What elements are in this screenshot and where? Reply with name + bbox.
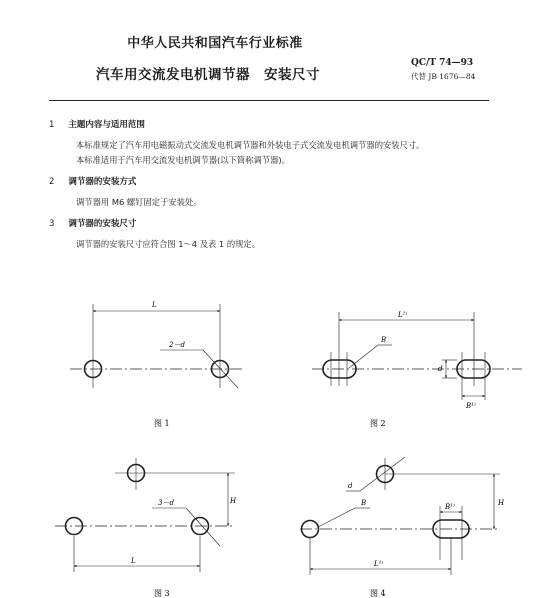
section-2-title: 调节器的安装方式 — [68, 177, 137, 187]
replaces-standard: 代替 JB 1676—84 — [411, 72, 476, 81]
fig4-leader-B — [318, 508, 355, 527]
document-title: 汽车用交流发电机调节器 安装尺寸 — [96, 67, 320, 83]
fig4-label-d: d — [348, 482, 353, 490]
fig1-label-L: L — [152, 301, 157, 309]
section-1-paragraph-2: 本标准适用于汽车用交流发电机调节器(以下简称调节器)。 — [76, 155, 290, 165]
figure-3 — [55, 458, 235, 572]
section-3-paragraph-1: 调节器的安装尺寸应符合图 1～4 及表 1 的规定。 — [76, 239, 261, 249]
section-2-paragraph-1: 调节器用 M6 螺钉固定于安装处。 — [76, 197, 202, 207]
section-3-number: 3 — [49, 219, 55, 229]
issuing-body: 中华人民共和国汽车行业标准 — [127, 36, 303, 51]
fig2-label-B: B — [381, 336, 387, 344]
figure-2 — [312, 312, 522, 400]
fig2-caption: 图 2 — [370, 419, 386, 428]
fig4-caption: 图 4 — [370, 589, 386, 598]
section-1-paragraph-1: 本标准规定了汽车用电磁振动式交流发电机调节器和外装电子式交流发电机调节器的安装尺寸。 — [76, 140, 425, 150]
figure-1 — [70, 304, 245, 388]
fig2-label-d: d — [438, 365, 443, 373]
section-1-title: 主题内容与适用范围 — [68, 120, 145, 130]
fig4-label-L: L¹⁾ — [374, 560, 384, 568]
fig3-label-L: L — [131, 557, 136, 565]
fig4-label-B-width: B¹⁾ — [445, 503, 455, 511]
section-1-number: 1 — [49, 120, 55, 130]
fig1-label-hole: 2－d — [169, 341, 185, 349]
fig2-label-L: L¹⁾ — [398, 311, 408, 319]
figure-4 — [300, 457, 500, 575]
section-3-title: 调节器的安装尺寸 — [68, 219, 137, 229]
fig3-caption: 图 3 — [154, 589, 170, 598]
fig2-label-B-width: B¹⁾ — [466, 402, 476, 410]
section-2-number: 2 — [49, 177, 55, 187]
fig4-label-B: B — [361, 499, 367, 507]
fig3-label-hole: 3－d — [158, 499, 174, 507]
fig2-leader — [349, 345, 378, 368]
fig1-caption: 图 1 — [154, 419, 170, 428]
fig3-label-H: H — [230, 497, 237, 505]
fig4-label-H: H — [498, 499, 505, 507]
standard-number: QC/T 74—93 — [411, 58, 474, 68]
